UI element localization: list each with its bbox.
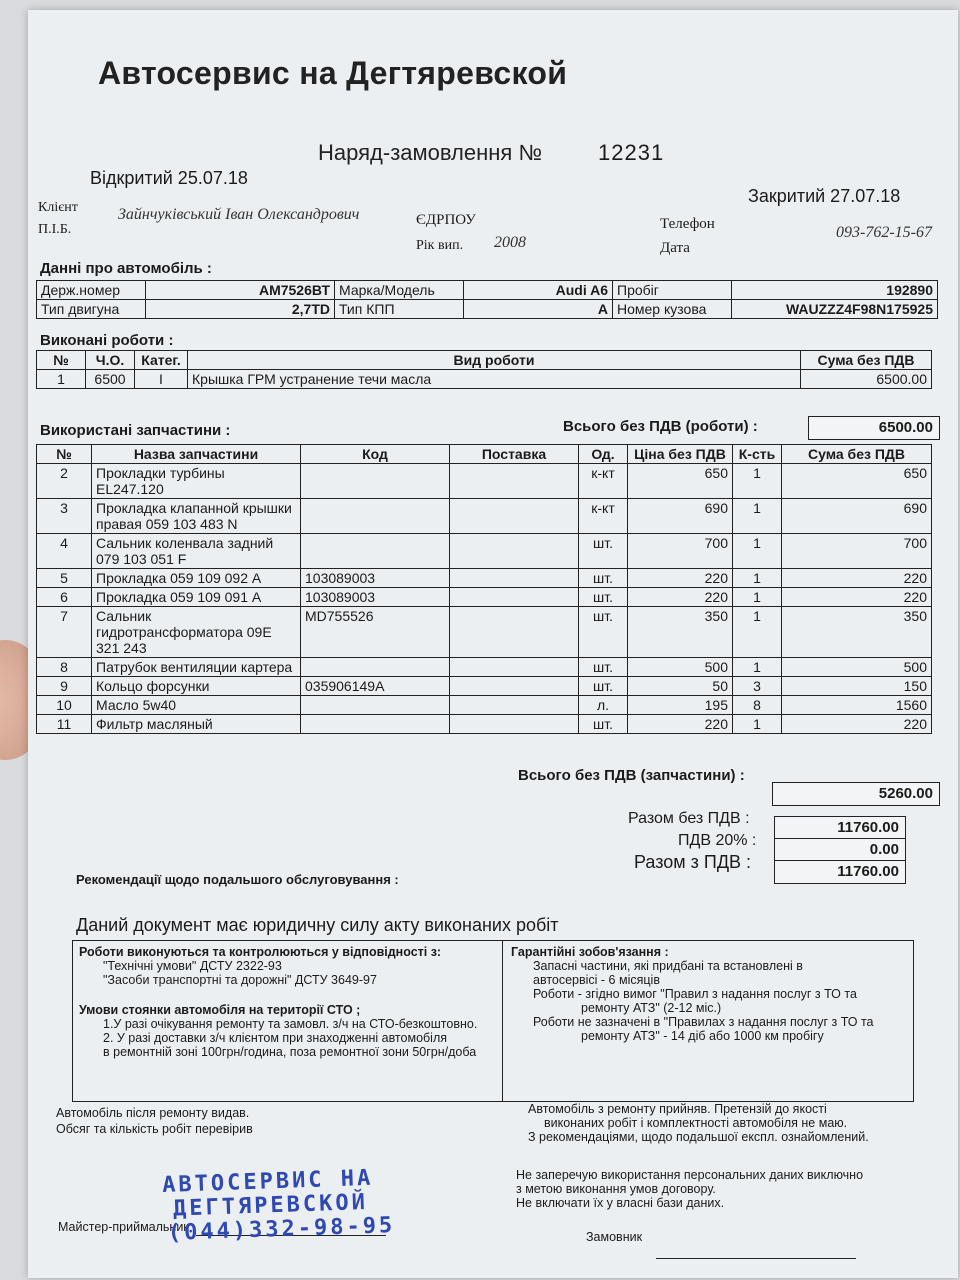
part-price: 220 — [628, 588, 733, 607]
regulations-block — [73, 941, 503, 1101]
customer-signature-line — [656, 1258, 856, 1259]
order-title: Наряд-замовлення № — [318, 140, 543, 165]
works-col-hours: Ч.О. — [86, 351, 135, 370]
part-n: 8 — [37, 658, 92, 677]
warranty-item: ремонту АТЗ" (2-12 міс.) — [581, 1001, 722, 1015]
parking-item: 1.У разі очікування ремонту та замовл. з/ч на СТО-безкоштовно. — [103, 1017, 478, 1031]
part-sum: 220 — [782, 715, 932, 734]
parts-col-unit: Од. — [579, 445, 628, 464]
part-unit: шт. — [579, 588, 628, 607]
table-row — [37, 588, 932, 607]
warranty-block — [503, 941, 913, 1101]
part-name: Фильтр масляный — [92, 715, 301, 734]
client-phone: 093-762-15-67 — [836, 224, 932, 241]
table-row — [37, 607, 932, 658]
part-supply — [450, 534, 579, 569]
part-n: 11 — [37, 715, 92, 734]
part-code — [301, 499, 450, 534]
regulations-heading: Роботи виконуються та контролюються у відповідності з: — [79, 945, 442, 959]
part-code: MD755526 — [301, 607, 450, 658]
part-name: Прокладка 059 109 092 A — [92, 569, 301, 588]
customer-statement-line: З рекомендаціями, щодо подальшої експл. ознайомлений. — [528, 1130, 869, 1144]
part-sum: 220 — [782, 588, 932, 607]
company-name: Автосервис на Дегтяревской — [98, 55, 568, 91]
part-name: Масло 5w40 — [92, 696, 301, 715]
parts-col-name: Назва запчастини — [92, 445, 301, 464]
stamp-line: АВТОСЕРВИС НА — [161, 1165, 374, 1199]
part-unit: к-кт — [579, 464, 628, 499]
part-code — [301, 696, 450, 715]
client-label: Клієнт — [38, 200, 78, 215]
part-supply — [450, 588, 579, 607]
document-sheet — [28, 10, 958, 1278]
part-n: 3 — [37, 499, 92, 534]
part-supply — [450, 607, 579, 658]
part-supply — [450, 499, 579, 534]
phone-label: Телефон — [660, 216, 715, 232]
part-n: 4 — [37, 534, 92, 569]
part-qty: 3 — [733, 677, 782, 696]
vin-label: Номер кузова — [613, 300, 732, 319]
works-section-title: Виконані роботи : — [40, 332, 174, 349]
part-supply — [450, 569, 579, 588]
part-unit: шт. — [579, 607, 628, 658]
part-name: Кольцо форсунки — [92, 677, 301, 696]
part-qty: 1 — [733, 588, 782, 607]
legal-title: Даний документ має юридичну силу акту виконаних робіт — [76, 915, 559, 935]
parts-section-title: Використані запчастини : — [40, 422, 231, 439]
part-name: Прокладки турбины EL247.120 — [92, 464, 301, 499]
part-sum: 150 — [782, 677, 932, 696]
warranty-item: Роботи не зазначені в "Правилах з надання послуг з ТО та — [533, 1015, 874, 1029]
part-unit: л. — [579, 696, 628, 715]
part-price: 650 — [628, 464, 733, 499]
year-label: Рік вип. — [416, 238, 464, 253]
parts-col-qty: К-сть — [733, 445, 782, 464]
privacy-line: Не включати їх у власні бази даних. — [516, 1196, 725, 1210]
part-unit: шт. — [579, 715, 628, 734]
company-stamp — [162, 1166, 396, 1246]
part-qty: 1 — [733, 715, 782, 734]
part-n: 10 — [37, 696, 92, 715]
part-sum: 700 — [782, 534, 932, 569]
gearbox-label: Тип КПП — [335, 300, 464, 319]
part-price: 690 — [628, 499, 733, 534]
parking-item: в ремонтній зоні 100грн/година, поза ремонтної зони 50грн/доба — [103, 1045, 477, 1059]
legal-box — [72, 940, 914, 1102]
work-cat: I — [135, 370, 188, 389]
mileage-label: Пробіг — [613, 281, 732, 300]
part-sum: 1560 — [782, 696, 932, 715]
plate-value: АМ7526ВТ — [146, 281, 335, 300]
part-qty: 1 — [733, 607, 782, 658]
part-sum: 350 — [782, 607, 932, 658]
parts-col-price: Ціна без ПДВ — [628, 445, 733, 464]
part-code: 035906149A — [301, 677, 450, 696]
part-sum: 650 — [782, 464, 932, 499]
parts-col-supply: Поставка — [450, 445, 579, 464]
model-value: Audi A6 — [464, 281, 613, 300]
engine-label: Тип двигуна — [37, 300, 146, 319]
part-unit: шт. — [579, 677, 628, 696]
part-unit: шт. — [579, 534, 628, 569]
table-row — [37, 499, 932, 534]
works-table — [36, 350, 932, 389]
part-sum: 500 — [782, 658, 932, 677]
part-n: 9 — [37, 677, 92, 696]
works-col-n: № — [37, 351, 86, 370]
regulation-item: "Технічні умови" ДСТУ 2322-93 — [103, 959, 282, 973]
vin-value: WAUZZZ4F98N175925 — [732, 300, 938, 319]
part-qty: 8 — [733, 696, 782, 715]
total-label: Разом з ПДВ : — [634, 852, 752, 872]
part-price: 220 — [628, 715, 733, 734]
work-n: 1 — [37, 370, 86, 389]
closed-date: Закритий 27.07.18 — [748, 186, 901, 206]
customer-statement-line: виконаних робіт і комплектності автомобіля не маю. — [544, 1116, 848, 1130]
part-name: Патрубок вентиляции картера — [92, 658, 301, 677]
engine-value: 2,7TD — [146, 300, 335, 319]
part-n: 5 — [37, 569, 92, 588]
part-unit: шт. — [579, 569, 628, 588]
part-n: 7 — [37, 607, 92, 658]
customer-statement-line: Автомобіль з ремонту прийняв. Претензій до якості — [528, 1102, 827, 1116]
part-supply — [450, 464, 579, 499]
part-supply — [450, 658, 579, 677]
part-name: Прокладка клапанной крышки правая 059 103 483 N — [92, 499, 301, 534]
vat-value: 0.00 — [774, 838, 906, 862]
warranty-item: Роботи - згідно вимог "Правил з надання послуг з ТО та — [533, 987, 857, 1001]
part-code — [301, 715, 450, 734]
car-table — [36, 280, 938, 319]
work-hours: 6500 — [86, 370, 135, 389]
part-supply — [450, 696, 579, 715]
parts-table — [36, 444, 932, 734]
car-year: 2008 — [494, 234, 526, 251]
table-row — [37, 658, 932, 677]
part-qty: 1 — [733, 534, 782, 569]
part-code — [301, 464, 450, 499]
table-row — [37, 370, 932, 389]
table-row — [37, 534, 932, 569]
part-name: Прокладка 059 109 091 A — [92, 588, 301, 607]
part-n: 6 — [37, 588, 92, 607]
works-total: 6500.00 — [808, 416, 940, 440]
parts-total: 5260.00 — [772, 782, 940, 806]
part-qty: 1 — [733, 569, 782, 588]
edrpou-label: ЄДРПОУ — [416, 212, 476, 228]
privacy-statement — [516, 1168, 863, 1210]
works-col-cat: Катег. — [135, 351, 188, 370]
part-code: 103089003 — [301, 588, 450, 607]
part-qty: 1 — [733, 464, 782, 499]
date-label: Дата — [660, 240, 690, 256]
part-supply — [450, 677, 579, 696]
checked-note: Обсяг та кількість робіт перевірив — [56, 1122, 253, 1136]
part-code — [301, 534, 450, 569]
stamp-line: (044)332-98-95 — [167, 1212, 396, 1246]
warranty-item: ремонту АТЗ" - 14 діб або 1000 км пробігу — [581, 1029, 824, 1043]
works-total-label: Всього без ПДВ (роботи) : — [563, 418, 758, 435]
works-col-name: Вид роботи — [188, 351, 801, 370]
opened-date: Відкритий 25.07.18 — [90, 168, 248, 188]
part-price: 350 — [628, 607, 733, 658]
works-col-sum: Сума без ПДВ — [801, 351, 932, 370]
model-label: Марка/Модель — [335, 281, 464, 300]
privacy-line: Не заперечую використання персональних даних виключно — [516, 1168, 864, 1182]
client-name: Зайнчуківський Іван Олександрович — [118, 206, 360, 223]
part-qty: 1 — [733, 499, 782, 534]
part-name: Сальник гидротрансформатора 09E 321 243 — [92, 607, 301, 658]
subtotal-label: Разом без ПДВ : — [628, 810, 750, 827]
part-price: 220 — [628, 569, 733, 588]
table-row — [37, 696, 932, 715]
warranty-item: Запасні частини, які придбані та встановлені в — [533, 959, 803, 973]
car-section-title: Данні про автомобіль : — [40, 260, 212, 277]
table-row — [37, 464, 932, 499]
gearbox-value: A — [464, 300, 613, 319]
table-row — [37, 677, 932, 696]
parts-col-sum: Сума без ПДВ — [782, 445, 932, 464]
privacy-line: з метою виконання умов договору. — [516, 1182, 716, 1196]
part-supply — [450, 715, 579, 734]
part-price: 195 — [628, 696, 733, 715]
part-unit: шт. — [579, 658, 628, 677]
part-price: 50 — [628, 677, 733, 696]
work-sum: 6500.00 — [801, 370, 932, 389]
parking-heading: Умови стоянки автомобіля на території СТО ; — [79, 1003, 361, 1017]
part-sum: 690 — [782, 499, 932, 534]
part-code: 103089003 — [301, 569, 450, 588]
table-row — [37, 569, 932, 588]
part-price: 700 — [628, 534, 733, 569]
customer-statement — [528, 1102, 869, 1144]
plate-label: Держ.номер — [37, 281, 146, 300]
work-name: Крышка ГРМ устранение течи масла — [188, 370, 801, 389]
parts-col-n: № — [37, 445, 92, 464]
master-label: Майстер-приймальник — [58, 1220, 189, 1234]
parking-item: 2. У разі доставки з/ч клієнтом при знаходженні автомобіля — [103, 1031, 448, 1045]
released-note: Автомобіль після ремонту видав. — [56, 1106, 250, 1120]
table-row — [37, 715, 932, 734]
part-n: 2 — [37, 464, 92, 499]
regulation-item: "Засоби транспортні та дорожні" ДСТУ 3649-97 — [103, 973, 377, 987]
part-sum: 220 — [782, 569, 932, 588]
customer-label: Замовник — [586, 1230, 643, 1244]
warranty-heading: Гарантійні зобов'язання : — [511, 945, 669, 959]
pib-label: П.І.Б. — [38, 222, 72, 237]
recommendations-label: Рекомендації щодо подальшого обслуговування : — [76, 872, 399, 887]
subtotal-value: 11760.00 — [774, 816, 906, 840]
vat-label: ПДВ 20% : — [678, 832, 757, 849]
total-value: 11760.00 — [774, 860, 906, 884]
stamp-line: ДЕГТЯРЕВСКОЙ — [172, 1189, 369, 1222]
mileage-value: 192890 — [732, 281, 938, 300]
order-number: 12231 — [598, 140, 665, 165]
parts-col-code: Код — [301, 445, 450, 464]
part-name: Сальник коленвала задний 079 103 051 F — [92, 534, 301, 569]
parts-total-label: Всього без ПДВ (запчастини) : — [518, 767, 745, 784]
part-qty: 1 — [733, 658, 782, 677]
warranty-item: автосервісі - 6 місяців — [533, 973, 660, 987]
part-unit: к-кт — [579, 499, 628, 534]
part-code — [301, 658, 450, 677]
part-price: 500 — [628, 658, 733, 677]
